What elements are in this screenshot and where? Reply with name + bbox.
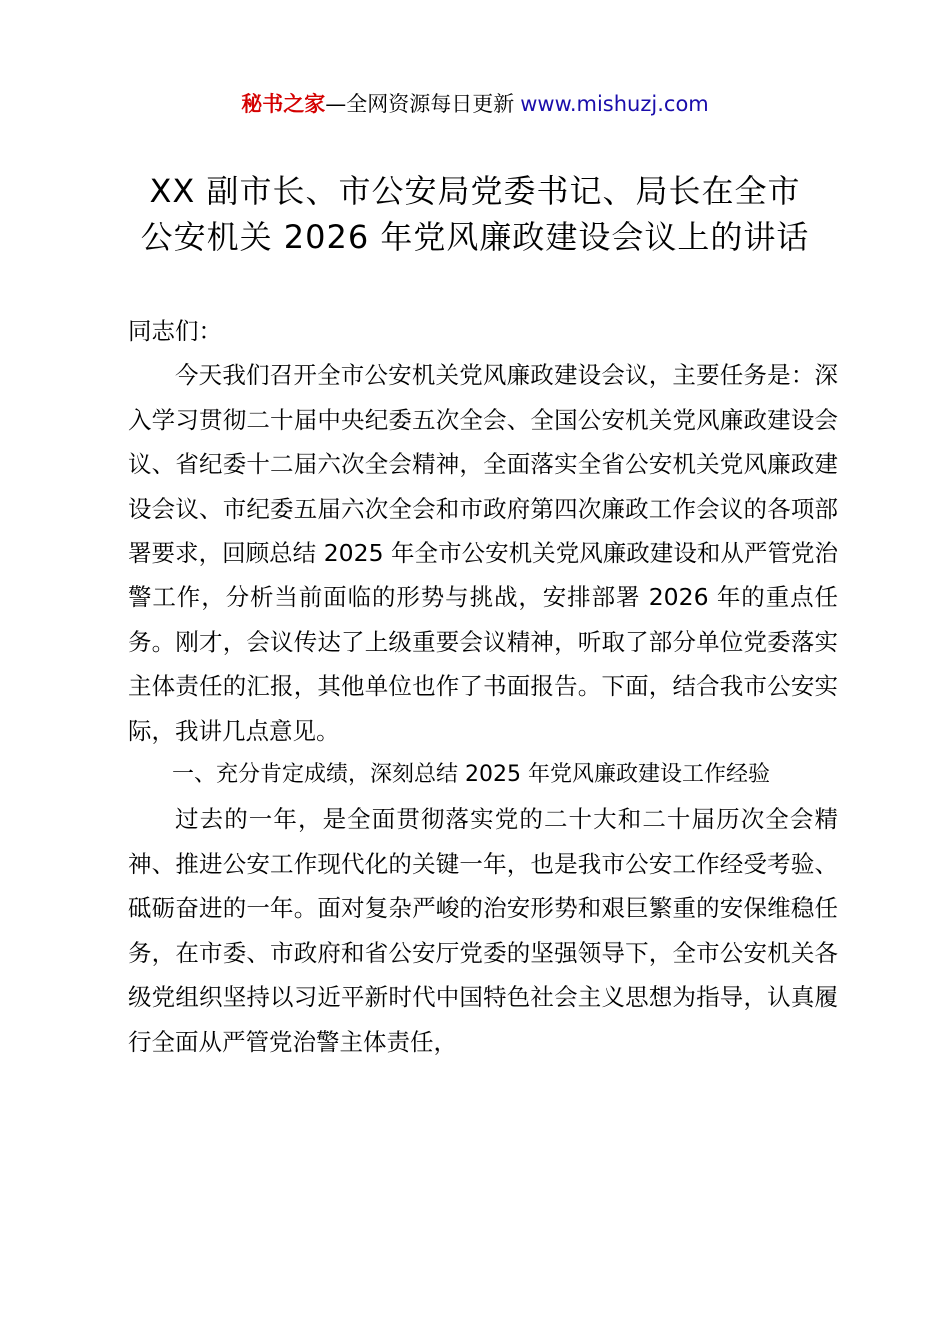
site-header (0, 88, 950, 120)
paragraph-1: 今天我们召开全市公安机关党风廉政建设会议，主要任务是：深入学习贯彻二十届中央纪委五次全会、全国公安机关党风廉政建设会议、省纪委十二届六次全会精神，全面落实全省公安机关党风廉政建设会议、市纪委五届六次全会和市政府第四次廉政工作会议的各项部署要求，回顾总结 2025 年全市公安机关党风廉政建设和从严管党治警工作，分析当前面临的形势与挑战，安排部署 2026 年的重点任务。刚才，会议传达了上级重要会议精神，听取了部分单位党委落实主体责任的汇报，其他单位也作了书面报告。下面，结合我市公安实际，我讲几点意见。 (128, 361, 838, 745)
salutation: 同志们： (128, 317, 222, 345)
section-1-heading: 一、充分肯定成绩，深刻总结 2025 年党风廉政建设工作经验 (172, 762, 770, 788)
site-url-link[interactable]: www.mishuzj.com (520, 92, 709, 116)
site-tagline: —全网资源每日更新 (325, 92, 515, 116)
title-line-1: XX 副市长、市公安局党委书记、局长在全市 (149, 172, 801, 210)
paragraph-2: 过去的一年，是全面贯彻落实党的二十大和二十届历次全会精神、推进公安工作现代化的关键一年，也是我市公安工作经受考验、砥砺奋进的一年。面对复杂严峻的治安形势和艰巨繁重的安保维稳任务，在市委、市政府和省公安厅党委的坚强领导下，全市公安机关各级党组织坚持以习近平新时代中国特色社会主义思想为指导，认真履行全面从严管党治警主体责任， (128, 805, 838, 1056)
site-brand: 秘书之家 (241, 92, 326, 116)
document-body (128, 309, 838, 1064)
title-line-2: 公安机关 2026 年党风廉政建设会议上的讲话 (140, 218, 810, 256)
document-title (60, 168, 890, 260)
